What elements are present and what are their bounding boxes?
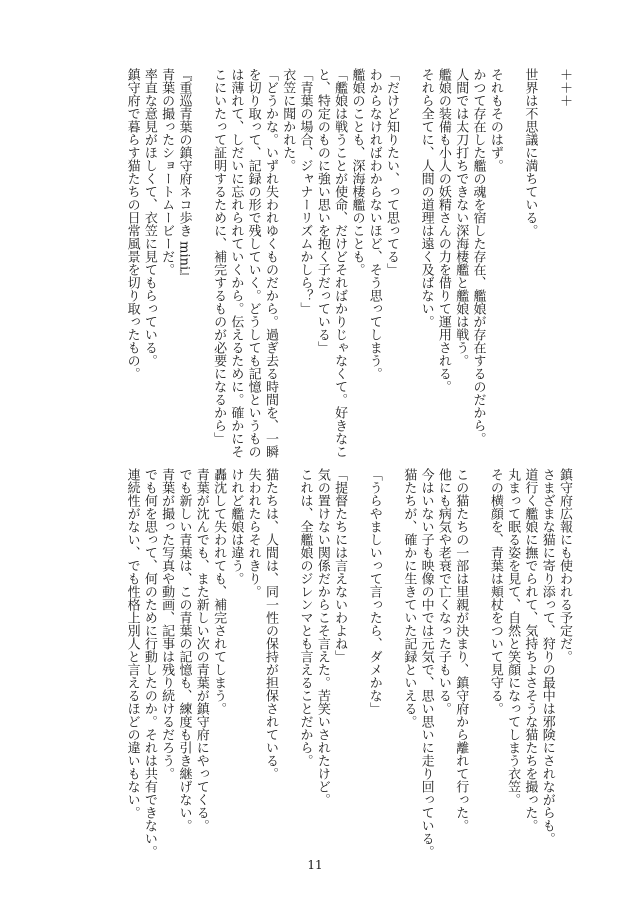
text-line: 率直な意見がほしくて、衣笠に見てもらっている。: [141, 68, 157, 367]
text-line: この猫たちの一部は里親が決まり、鎮守府から離れて行った。: [453, 468, 469, 832]
text-line: 連続性がない、でも性格上別人と言えるほどの違いもない。: [124, 468, 140, 819]
text-line: 青葉の撮ったショートムービーだ。: [159, 68, 175, 276]
text-line: と、特定のものに強い思いを抱く子だっている」: [314, 68, 330, 354]
text-line: 「だけど知りたい、って思ってる」: [384, 68, 400, 276]
text-line: 猫たちが、確かに生きていた記録といえる。: [401, 468, 417, 728]
text-line: 艦娘の装備も小人の妖精さんの力を借りて運用される。: [435, 68, 451, 393]
text-line: 今はいない子も映像の中では元気で、思い思いに走り回っている。: [418, 468, 434, 858]
text-line: 気の置けない関係だからこそ言えた。苦笑いされたけど。: [314, 468, 330, 806]
blank-line: [348, 468, 365, 838]
text-line: 失われたらそれきり。: [245, 468, 261, 598]
text-line: 「提督たちには言えないわよね」: [332, 468, 348, 663]
text-line: それもそのはず。: [487, 68, 503, 172]
text-line: 衣笠に聞かれた。: [280, 68, 296, 172]
text-line: 「青葉の場合、ジャナーリズムかしら？」: [297, 68, 313, 315]
blank-line: [469, 468, 486, 838]
text-line: さまざまな猫に寄り添って、狩りの最中は邪険にされながらも。: [539, 468, 555, 845]
text-line: わからなければわからないほど、そう思ってしまう。: [366, 68, 382, 380]
text-line: 艦娘のことも、深海棲艦のことも。: [349, 68, 365, 276]
text-line: 鎮守府で暮らす猫たちの日常風景を切り取ったもの。: [124, 68, 140, 380]
text-line: でも何を思って、何のために行動したのか。それは共有できない。: [141, 468, 157, 858]
text-line: 青葉が撮った写真や動画、記事は残り続けるだろう。: [159, 468, 175, 780]
blank-line: [383, 468, 400, 838]
text-line: 道行く艦娘に撫でられて、気持ちよさそうな猫たちを撮った。: [522, 468, 538, 832]
text-line: 他にも病気や老衰で亡くなった子もいる。: [435, 468, 451, 715]
text-line: 『重巡青葉の鎮守府ネコ歩き mini』: [176, 68, 192, 284]
blank-line: [400, 68, 417, 458]
text-line: かつて存在した艦の魂を宿した存在、艦娘が存在するのだから。: [470, 68, 486, 445]
text-line: 人間では太刀打ちできない深海棲艦と艦娘は戦う。: [453, 68, 469, 367]
text-line: でも新しい青葉は、この青葉の記憶も、練度も引き継げない。: [176, 468, 192, 832]
page-number: 11: [307, 858, 323, 872]
text-line: 世界は不思議に満ちている。: [522, 68, 538, 237]
text-line: を切り取って、記録の形で残していく。どうしても記憶というもの: [245, 68, 261, 458]
text-line: けれど艦娘は違う。: [228, 468, 244, 585]
text-line: 轟沈して失われても、補完されてしまう。: [211, 468, 227, 715]
text-line: 青葉が沈んでも、また新しい次の青葉が鎮守府にやってくる。: [193, 468, 209, 832]
text-line: 鎮守府広報にも使われる予定だ。: [557, 468, 572, 663]
text-line: 「どうかな。いずれ失われゆくものだから。過ぎ去る時間を、一瞬: [262, 68, 278, 458]
text-line: これは、全艦娘のジレンマとも言えることだから。: [297, 468, 313, 767]
text-line: は薄れて、しだいに忘れられていくから。伝えるために。確かにそ: [228, 68, 244, 458]
text-line: 猫たちは、人間は、同一性の保持が担保されている。: [262, 468, 278, 780]
text-column-top: [53, 68, 573, 458]
text-line: 丸まって眠る姿を見て、自然と笑顔になってしまう衣笠。: [505, 468, 521, 806]
blank-line: [538, 68, 555, 458]
text-line: 「艦娘は戦うことが使命、だけどそればかりじゃなくて。好きなこ: [332, 68, 348, 458]
blank-line: [279, 468, 296, 838]
text-line: ＋＋＋: [557, 68, 572, 107]
blank-line: [504, 68, 521, 458]
text-line: その横顔を、青葉は頬杖をついて見守る。: [487, 468, 503, 715]
text-line: 「うらやましいって言ったら、ダメかな」: [366, 468, 382, 715]
blank-line: [192, 68, 209, 458]
text-column-bottom: [53, 468, 573, 858]
text-line: こにいたって証明するために、補完するものが必要になるから」: [211, 68, 227, 445]
text-line: それら全てに、人間の道理は遠く及ばない。: [418, 68, 434, 328]
